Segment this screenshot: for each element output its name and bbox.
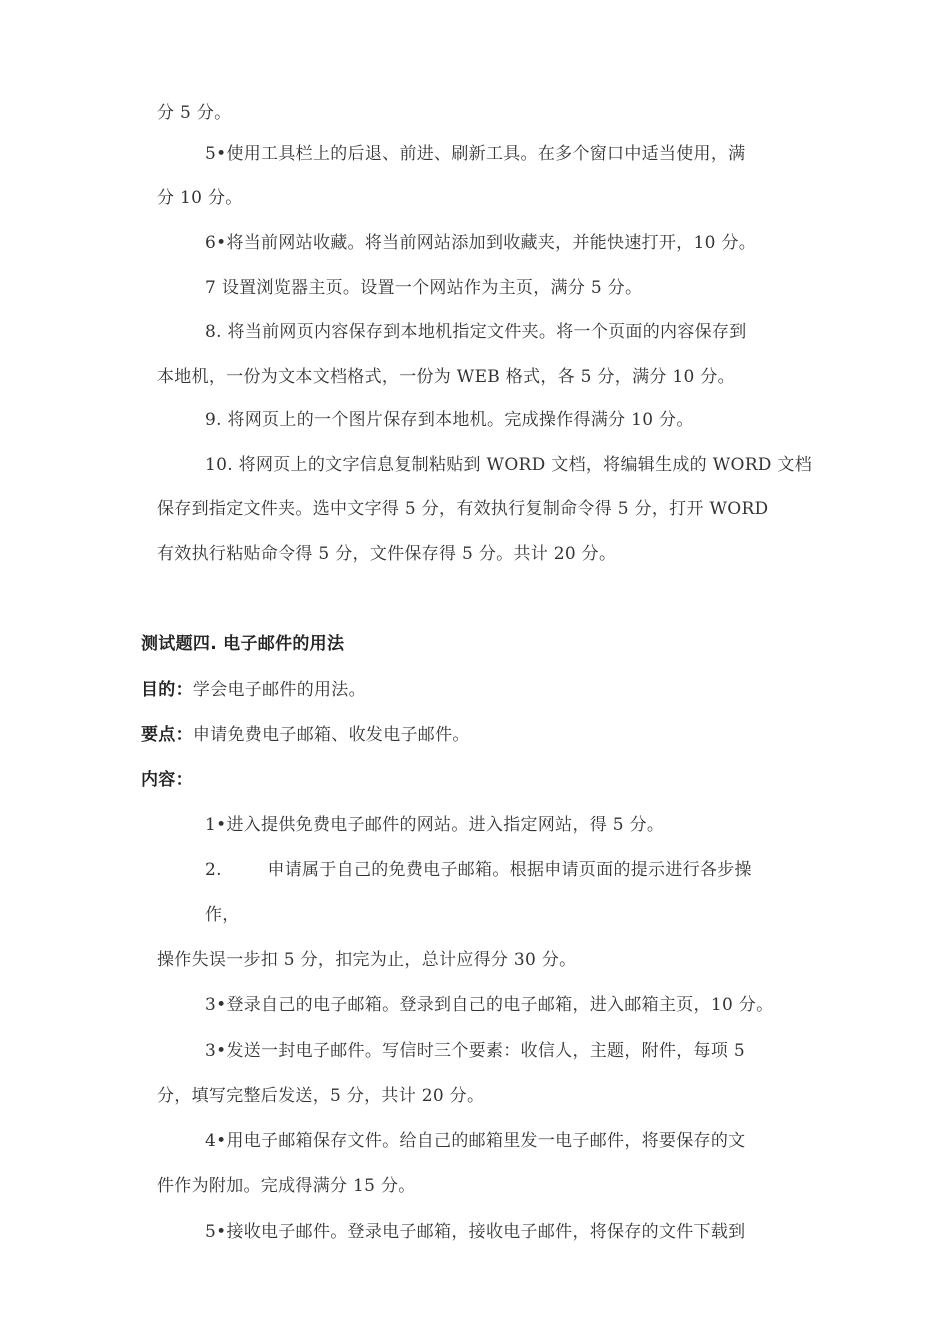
text-line: 6•将当前网站收藏。将当前网站添加到收藏夹，并能快速打开，10 分。 <box>205 233 757 253</box>
text-line: 分 5 分。 <box>157 103 232 123</box>
keypoints-line <box>141 723 470 747</box>
list-item: 操作失误一步扣 5 分，扣完为止，总计应得分 30 分。 <box>157 950 577 970</box>
list-item: 5•接收电子邮件。登录电子邮箱，接收电子邮件，将保存的文件下载到 <box>205 1222 746 1242</box>
text-line: 8. 将当前网页内容保存到本地机指定文件夹。将一个页面的内容保存到 <box>205 322 747 342</box>
text-line: 10. 将网页上的文字信息复制粘贴到 WORD 文档，将编辑生成的 WORD 文档 <box>205 455 813 475</box>
text-line: 9. 将网页上的一个图片保存到本地机。完成操作得满分 10 分。 <box>205 410 694 430</box>
text-line: 有效执行粘贴命令得 5 分，文件保存得 5 分。共计 20 分。 <box>157 544 617 564</box>
keypoints-label: 要点： <box>141 725 193 745</box>
text-line: 本地机，一份为文本文档格式，一份为 WEB 格式，各 5 分，满分 10 分。 <box>157 367 735 387</box>
keypoints-text: 申请免费电子邮箱、收发电子邮件。 <box>192 725 470 745</box>
text-line: 保存到指定文件夹。选中文字得 5 分，有效执行复制命令得 5 分，打开 WORD <box>157 499 769 519</box>
list-item: 1•进入提供免费电子邮件的网站。进入指定网站，得 5 分。 <box>205 815 665 835</box>
list-item: 作， <box>205 905 240 925</box>
purpose-text: 学会电子邮件的用法。 <box>192 680 366 700</box>
list-item: 3•发送一封电子邮件。写信时三个要素：收信人，主题，附件，每项 5 <box>205 1041 745 1061</box>
purpose-label: 目的： <box>141 680 193 700</box>
text-line: 分 10 分。 <box>157 188 243 208</box>
purpose-line <box>141 678 366 702</box>
text-line: 5•使用工具栏上的后退、前进、刷新工具。在多个窗口中适当使用，满 <box>205 144 746 164</box>
list-item: 分，填写完整后发送，5 分，共计 20 分。 <box>157 1086 485 1106</box>
section-title: 测试题四. 电子邮件的用法 <box>141 634 345 654</box>
text-line: 7 设置浏览器主页。设置一个网站作为主页，满分 5 分。 <box>205 278 643 298</box>
list-item: 4•用电子邮箱保存文件。给自己的邮箱里发一电子邮件，将要保存的文 <box>205 1131 746 1151</box>
list-item: 2. 申请属于自己的免费电子邮箱。根据申请页面的提示进行各步操 <box>205 860 752 880</box>
list-item: 件作为附加。完成得满分 15 分。 <box>157 1176 416 1196</box>
list-item: 3•登录自己的电子邮箱。登录到自己的电子邮箱，进入邮箱主页，10 分。 <box>205 995 774 1015</box>
content-label: 内容： <box>141 770 193 790</box>
